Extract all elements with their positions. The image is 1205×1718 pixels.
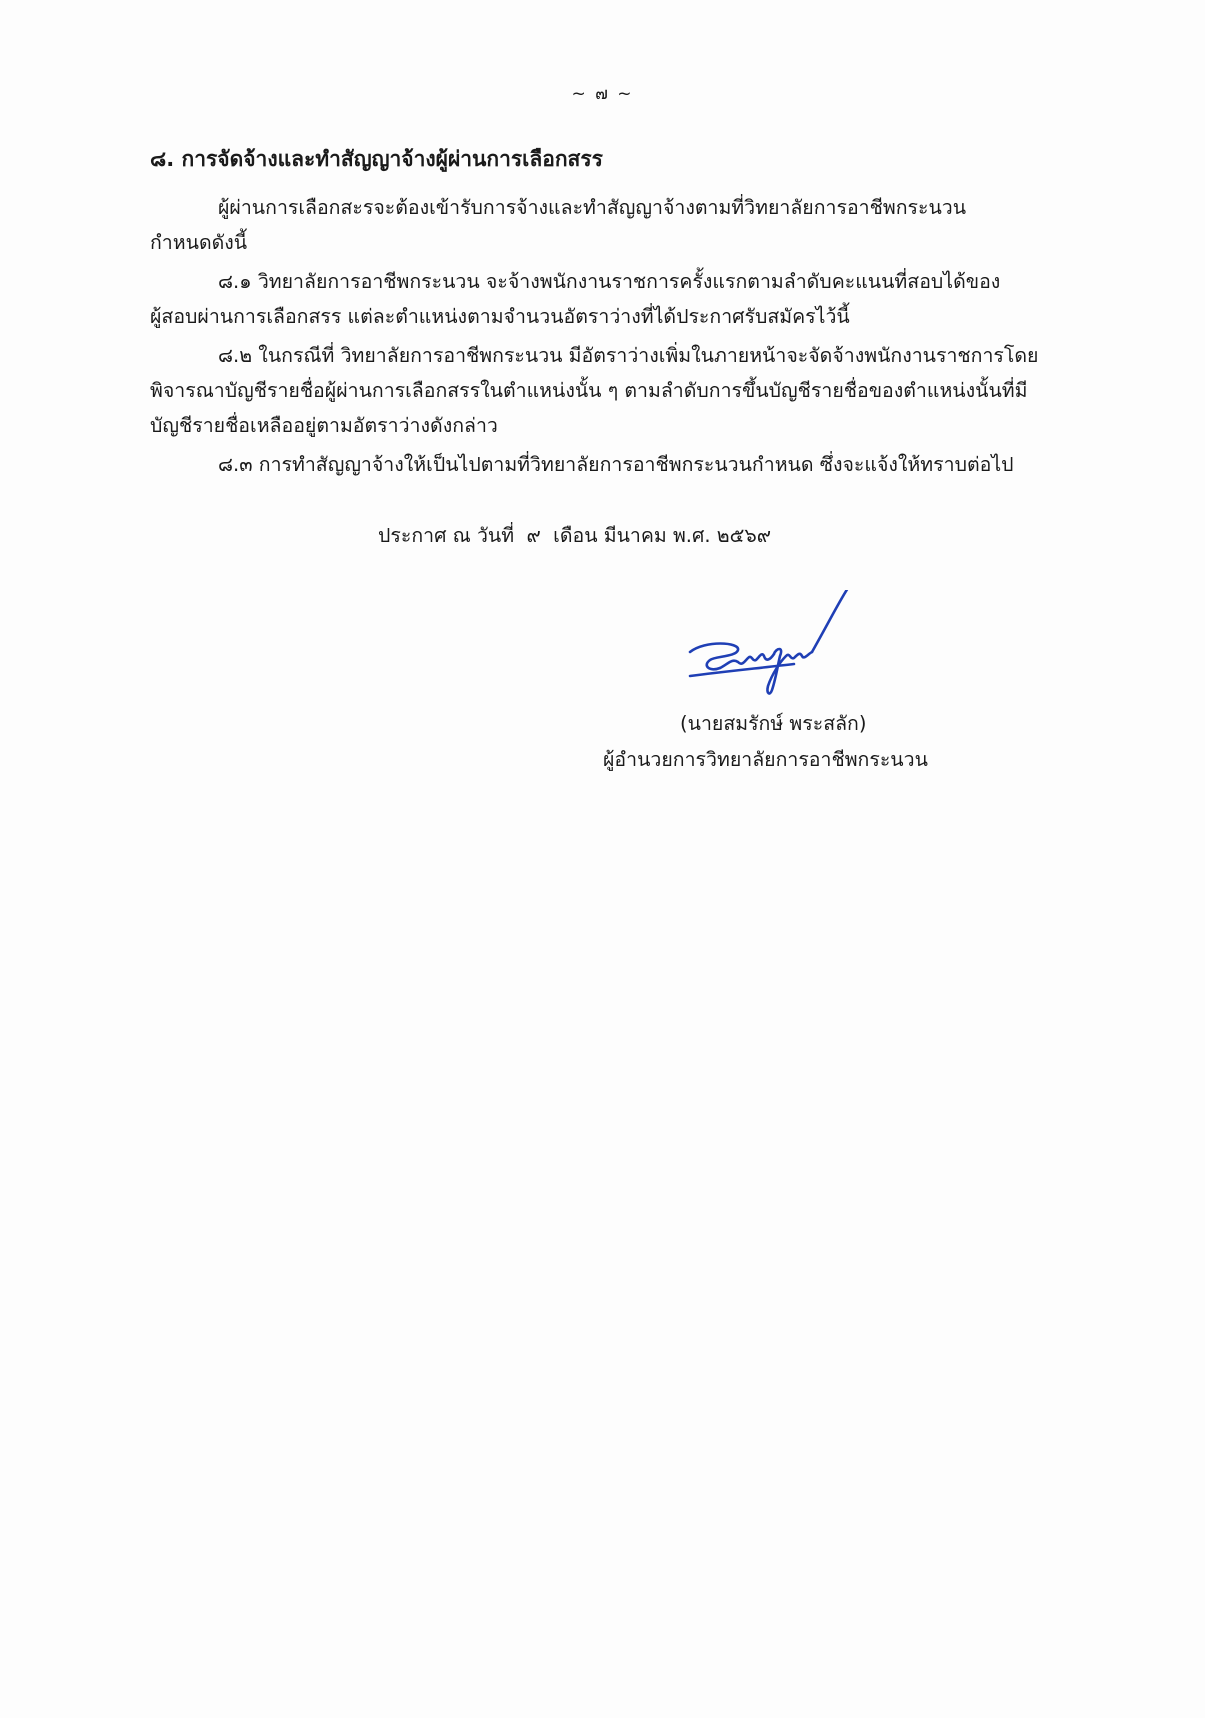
intro-paragraph: [150, 190, 1090, 260]
clause-8-2-line-3: บัญชีรายชื่อเหลืออยู่ตามอัตราว่างดังกล่าว: [150, 414, 498, 437]
clause-8-3: [150, 447, 1090, 482]
clause-8-2-line-1: ๘.๒ ในกรณีที่ วิทยาลัยการอาชีพกระนวน มีอัตราว่างเพิ่มในภายหน้าจะจัดจ้างพนักงานราชการโดย: [218, 344, 1039, 367]
announcement-date: ประกาศ ณ วันที่ ๙ เดือน มีนาคม พ.ศ. ๒๕๖๙: [378, 524, 772, 547]
signature-image: [680, 590, 880, 720]
signature-icon: [680, 590, 880, 720]
signatory-title: ผู้อำนวยการวิทยาลัยการอาชีพกระนวน: [603, 748, 928, 771]
page-number: ~ ๗ ~: [571, 84, 634, 104]
section-heading: ๘. การจัดจ้างและทำสัญญาจ้างผู้ผ่านการเลือกสรร: [150, 147, 603, 171]
intro-line-2: กำหนดดังนี้: [150, 231, 248, 254]
clause-8-1: [150, 264, 1090, 334]
clause-8-1-line-2: ผู้สอบผ่านการเลือกสรร แต่ละตำแหน่งตามจำนวนอัตราว่างที่ได้ประกาศรับสมัครไว้นี้: [150, 305, 850, 328]
clause-8-3-line-1: ๘.๓ การทำสัญญาจ้างให้เป็นไปตามที่วิทยาลัยการอาชีพกระนวนกำหนด ซึ่งจะแจ้งให้ทราบต่อไป: [218, 453, 1014, 476]
clause-8-2-line-2: พิจารณาบัญชีรายชื่อผู้ผ่านการเลือกสรรในตำแหน่งนั้น ๆ ตามลำดับการขึ้นบัญชีรายชื่อของตำแหน่งนั้นที่มี: [150, 379, 1028, 402]
signatory-name: (นายสมรักษ์ พระสลัก): [680, 712, 867, 735]
clause-8-2: [150, 338, 1090, 443]
clause-8-1-line-1: ๘.๑ วิทยาลัยการอาชีพกระนวน จะจ้างพนักงานราชการครั้งแรกตามลำดับคะแนนที่สอบได้ของ: [218, 270, 1001, 293]
intro-line-1: ผู้ผ่านการเลือกสะรจะต้องเข้ารับการจ้างและทำสัญญาจ้างตามที่วิทยาลัยการอาชีพกระนวน: [218, 196, 967, 219]
